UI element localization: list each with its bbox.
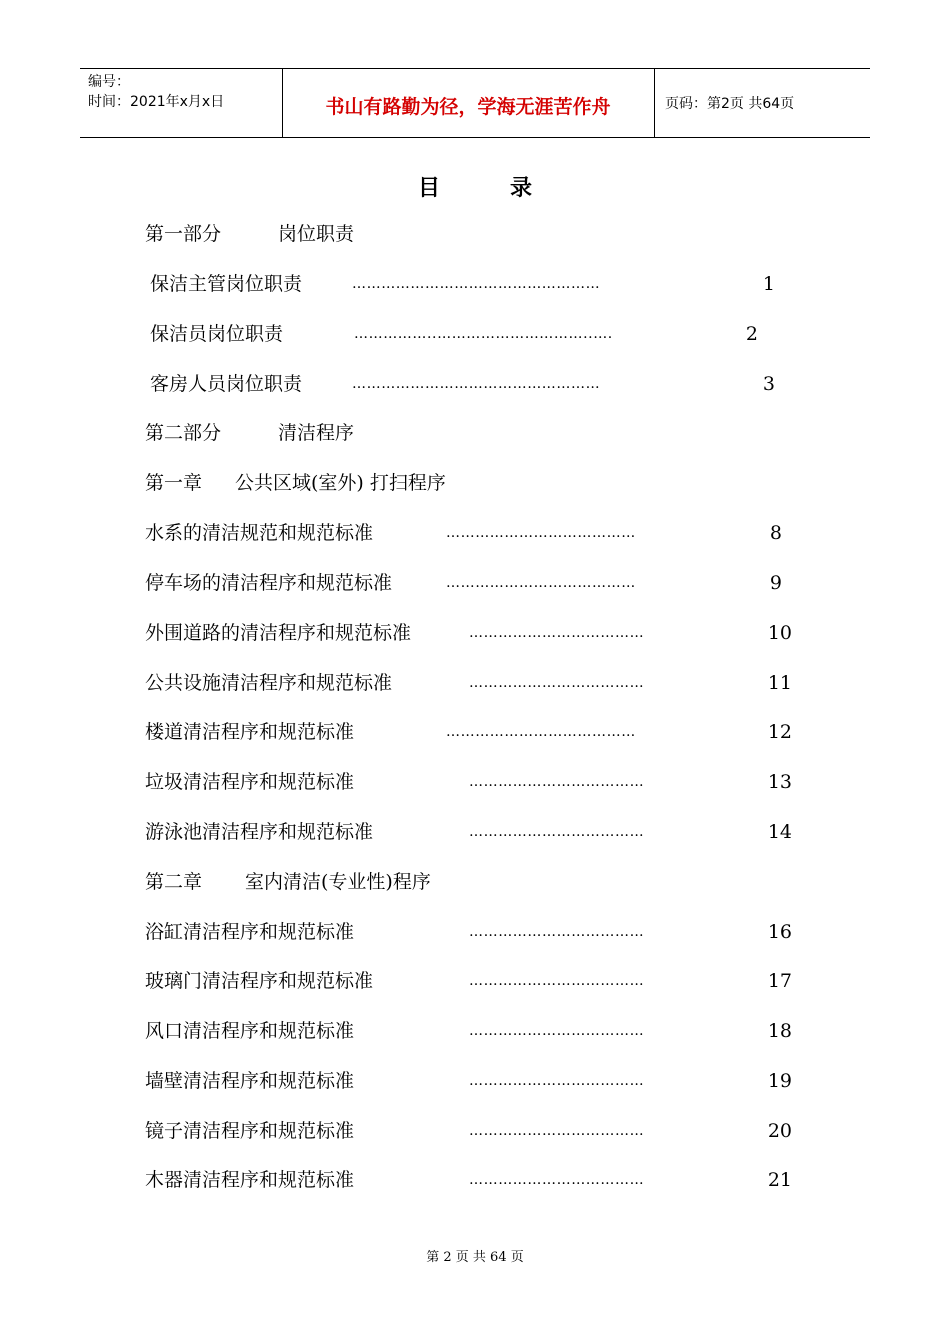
section-part1-title: 岗位职责 <box>278 223 355 245</box>
toc-entry-page: 16 <box>767 921 792 943</box>
toc-entry-page: 19 <box>767 1070 792 1092</box>
section-part1-label: 第一部分 <box>145 223 222 245</box>
toc-entry-page: 20 <box>767 1120 792 1142</box>
header-motto: 书山有路勤为径，学海无涯苦作舟 <box>325 96 611 118</box>
toc-entry-text: 墙壁清洁程序和规范标准 <box>145 1070 355 1092</box>
toc-entry-text: 楼道清洁程序和规范标准 <box>145 721 355 743</box>
toc-entry-leader: ……………………………… <box>469 774 645 790</box>
toc-entry-text: 镜子清洁程序和规范标准 <box>145 1120 355 1142</box>
toc-entry-leader: ……………………………… <box>469 973 645 989</box>
toc-entry-text: 玻璃门清洁程序和规范标准 <box>145 970 374 992</box>
toc-entry-leader: …………………………………………… <box>352 376 601 392</box>
toc-title: 目录 <box>417 176 602 201</box>
header-left-cell <box>80 69 283 137</box>
toc-entry-text: 外围道路的清洁程序和规范标准 <box>145 622 412 644</box>
toc-entry-text: 垃圾清洁程序和规范标准 <box>145 771 355 793</box>
toc-entry-page: 1 <box>762 273 775 295</box>
chapter2-title: 室内清洁(专业性)程序 <box>245 871 431 893</box>
toc-entry-page: 11 <box>767 672 792 694</box>
document-number-label: 编号： <box>88 74 130 90</box>
toc-entry-text: 浴缸清洁程序和规范标准 <box>145 921 355 943</box>
toc-entry-page: 12 <box>767 721 792 743</box>
toc-entry-page: 13 <box>767 771 792 793</box>
toc-entry-text: 停车场的清洁程序和规范标准 <box>145 572 393 594</box>
toc-entry-leader: ……………………………… <box>469 1023 645 1039</box>
document-time-label: 时间：2021年x月x日 <box>88 94 225 110</box>
chapter1-label: 第一章 <box>145 472 203 494</box>
header-page-info: 页码：第2页 共64页 <box>665 96 795 112</box>
toc-entry-leader: ………………………………… <box>446 525 636 541</box>
toc-entry-page: 2 <box>745 323 758 345</box>
chapter2-label: 第二章 <box>145 871 203 893</box>
toc-entry-page: 3 <box>762 373 775 395</box>
toc-entry-leader: …………………………………………… <box>352 276 601 292</box>
toc-entry-leader: ……………………………… <box>469 1172 645 1188</box>
page-header <box>80 68 870 138</box>
chapter1-title: 公共区域(室外) 打扫程序 <box>235 472 446 494</box>
section-part2-label: 第二部分 <box>145 422 222 444</box>
toc-entry-leader: ……………………………… <box>469 625 645 641</box>
toc-entry-leader: ……………………………… <box>469 924 645 940</box>
toc-entry-leader: ………………………………… <box>446 724 636 740</box>
toc-entry-text: 风口清洁程序和规范标准 <box>145 1020 355 1042</box>
toc-entry-text: 游泳池清洁程序和规范标准 <box>145 821 374 843</box>
section-part2-title: 清洁程序 <box>278 422 355 444</box>
toc-entry-text: 公共设施清洁程序和规范标准 <box>145 672 393 694</box>
toc-entry-leader: ……………………………… <box>469 675 645 691</box>
toc-entry-text: 保洁主管岗位职责 <box>150 273 303 295</box>
toc-entry-page: 9 <box>769 572 782 594</box>
page-footer: 第 2 页 共 64 页 <box>426 1250 524 1265</box>
header-middle-cell <box>282 69 655 137</box>
toc-entry-leader: ……………………………… <box>469 1073 645 1089</box>
toc-entry-leader: ………………………………… <box>446 575 636 591</box>
toc-entry-page: 18 <box>767 1020 792 1042</box>
toc-entry-text: 水系的清洁规范和规范标准 <box>145 522 374 544</box>
toc-entry-page: 10 <box>767 622 792 644</box>
toc-entry-page: 17 <box>767 970 792 992</box>
header-right-cell <box>655 69 870 137</box>
toc-entry-text: 木器清洁程序和规范标准 <box>145 1169 355 1191</box>
toc-entry-leader: ……………………………… <box>469 824 645 840</box>
toc-entry-page: 8 <box>769 522 782 544</box>
toc-entry-leader: ……………………………… <box>469 1123 645 1139</box>
toc-entry-text: 客房人员岗位职责 <box>150 373 303 395</box>
toc-entry-page: 14 <box>767 821 792 843</box>
toc-entry-text: 保洁员岗位职责 <box>150 323 284 345</box>
toc-entry-leader: ……………..…………………………..…. <box>354 326 613 342</box>
toc-entry-page: 21 <box>767 1169 792 1191</box>
